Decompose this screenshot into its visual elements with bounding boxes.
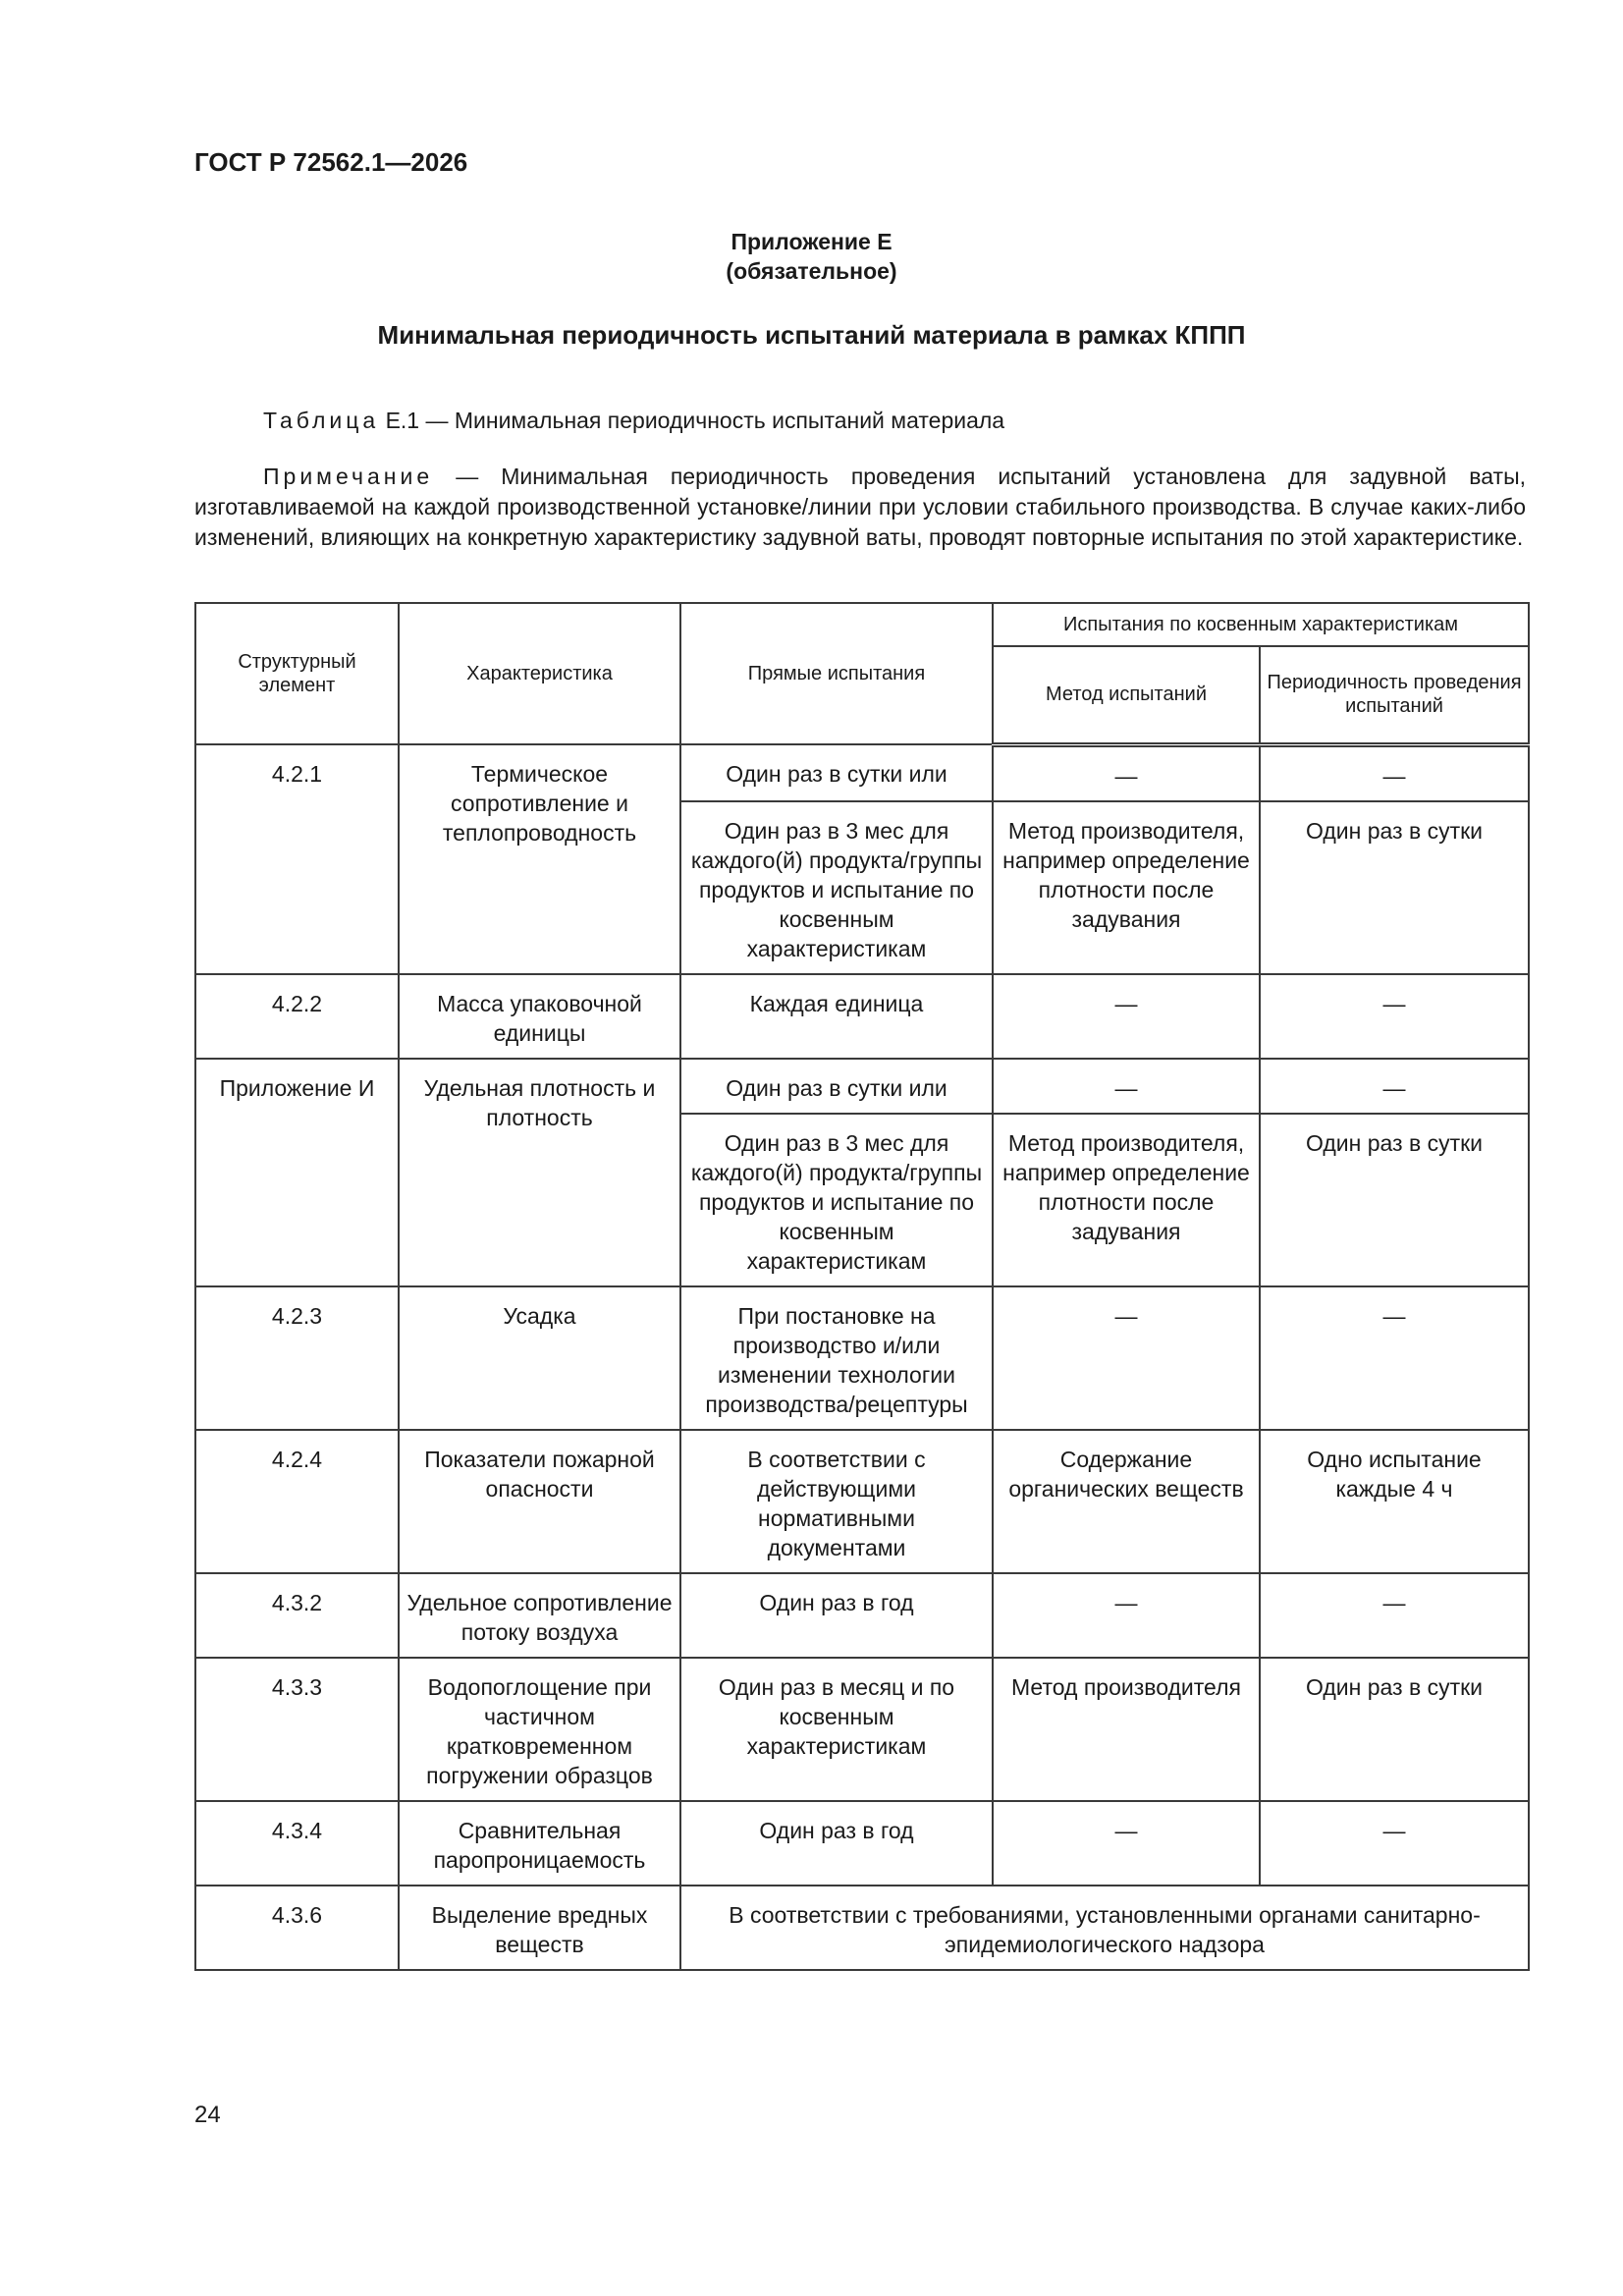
cell-element: 4.3.4 [195,1801,399,1886]
cell-characteristic: Водопоглощение при частичном кратковременном погружении образцов [399,1658,680,1801]
cell-direct: При постановке на производство и/или изменении технологии производства/рецептуры [680,1286,993,1430]
header-method: Метод испытаний [993,646,1260,744]
cell-characteristic: Сравнительная паропроницаемость [399,1801,680,1886]
header-periodicity: Периодичность проведения испытаний [1260,646,1529,744]
table-caption-text: Е.1 — Минимальная периодичность испытаний материала [379,408,1005,433]
header-indirect-group: Испытания по косвенным характеристикам [993,603,1529,646]
cell-periodicity: Один раз в сутки [1260,1658,1529,1801]
cell-characteristic: Усадка [399,1286,680,1430]
cell-periodicity: — [1260,1286,1529,1430]
cell-periodicity: — [1260,1059,1529,1114]
table-caption-label: Таблица [263,408,380,433]
cell-periodicity: Один раз в сутки [1260,1114,1529,1286]
table-row [195,1573,1529,1658]
cell-method: — [993,1059,1260,1114]
table-row [195,1059,1529,1114]
note-label: Примечание [263,464,434,489]
cell-method: Метод производителя [993,1658,1260,1801]
table-caption [263,408,1004,434]
cell-element: 4.3.2 [195,1573,399,1658]
cell-characteristic: Термическое сопротивление и теплопроводность [399,744,680,974]
cell-method: — [993,1801,1260,1886]
cell-direct: Один раз в год [680,1801,993,1886]
table-row [195,1886,1529,1970]
document-code: ГОСТ Р 72562.1—2026 [194,147,468,177]
cell-element: 4.3.3 [195,1658,399,1801]
cell-periodicity: — [1260,1801,1529,1886]
cell-periodicity: Одно испытание каждые 4 ч [1260,1430,1529,1573]
cell-periodicity: — [1260,974,1529,1059]
cell-element: 4.2.4 [195,1430,399,1573]
header-characteristic: Характеристика [399,603,680,744]
table-row [195,1430,1529,1573]
cell-characteristic: Удельная плотность и плотность [399,1059,680,1286]
cell-method: Метод производителя, например определение плотности после задувания [993,801,1260,974]
note-text: — Минимальная периодичность проведения испытаний установлена для задувной ваты, изготавливаемой на каждой производственной установке/линии при условии стабильного производства. В случае каких-либо изменений, влияющих на конкретную характеристику задувной ваты, проводят повторные испытания по этой характеристике. [194,464,1526,550]
cell-element: 4.2.1 [195,744,399,974]
section-title: Минимальная периодичность испытаний материала в рамках КППП [377,320,1246,350]
table-row [195,744,1529,801]
cell-direct: Один раз в 3 мес для каждого(й) продукта/группы продуктов и испытание по косвенным характеристикам [680,801,993,974]
cell-periodicity: — [1260,1573,1529,1658]
cell-method: — [993,974,1260,1059]
cell-method: — [993,1286,1260,1430]
annex-title: Приложение Е [730,229,893,254]
cell-direct: Один раз в месяц и по косвенным характеристикам [680,1658,993,1801]
page-number: 24 [194,2102,221,2128]
cell-direct: Каждая единица [680,974,993,1059]
periodicity-table [194,602,1530,1971]
cell-merged-requirement: В соответствии с требованиями, установленными органами санитарно-эпидемиологического надзора [680,1886,1529,1970]
cell-element: 4.3.6 [195,1886,399,1970]
cell-element: Приложение И [195,1059,399,1286]
cell-element: 4.2.3 [195,1286,399,1430]
table-row [195,1801,1529,1886]
cell-element: 4.2.2 [195,974,399,1059]
table-row [195,974,1529,1059]
cell-method: — [993,744,1260,801]
cell-method: — [993,1573,1260,1658]
header-element: Структурный элемент [195,603,399,744]
cell-method: Метод производителя, например определение плотности после задувания [993,1114,1260,1286]
table-row [195,1286,1529,1430]
header-direct: Прямые испытания [680,603,993,744]
cell-characteristic: Удельное сопротивление потоку воздуха [399,1573,680,1658]
cell-direct: Один раз в год [680,1573,993,1658]
annex-status: (обязательное) [726,258,897,284]
cell-characteristic: Выделение вредных веществ [399,1886,680,1970]
cell-characteristic: Масса упаковочной единицы [399,974,680,1059]
cell-characteristic: Показатели пожарной опасности [399,1430,680,1573]
cell-direct: В соответствии с действующими нормативными документами [680,1430,993,1573]
note-paragraph [194,462,1526,553]
cell-method: Содержание органических веществ [993,1430,1260,1573]
cell-direct: Один раз в сутки или [680,744,993,801]
cell-periodicity: Один раз в сутки [1260,801,1529,974]
cell-direct: Один раз в 3 мес для каждого(й) продукта/группы продуктов и испытание по косвенным характеристикам [680,1114,993,1286]
cell-periodicity: — [1260,744,1529,801]
table-row [195,1658,1529,1801]
cell-direct: Один раз в сутки или [680,1059,993,1114]
